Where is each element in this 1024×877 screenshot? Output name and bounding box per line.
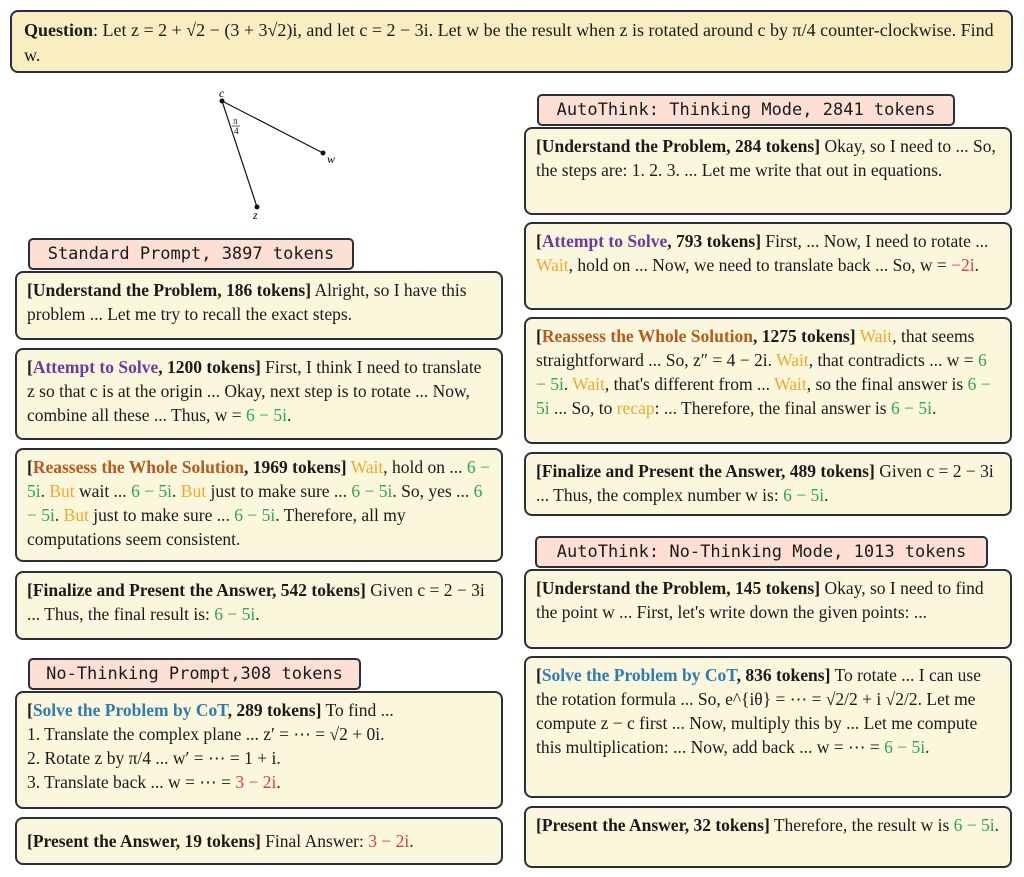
recap-keyword: recap <box>616 398 655 418</box>
nothink-solve-box <box>15 691 503 809</box>
answer: 6 − 5i <box>27 481 483 525</box>
standard-attempt-answer: 6 − 5i <box>246 405 288 425</box>
nothink-step-2: 2. Rotate z by π/4 ... w′ = ⋯ = 1 + i. <box>27 748 281 768</box>
autothink-finalize-heading: [Finalize and Present the Answer, 489 tokens] <box>536 461 875 481</box>
answer: 6 − 5i <box>536 374 991 418</box>
autothink-attempt-tokens: , 793 tokens] <box>667 231 762 251</box>
period: . <box>994 815 1000 835</box>
text: 3. Translate back ... w = ⋯ = <box>27 772 236 792</box>
autothink-reassess-tokens: , 1275 tokens] <box>753 326 856 346</box>
standard-attempt-label: Attempt to Solve <box>32 357 159 377</box>
bracket: [ <box>536 326 542 346</box>
but-keyword: But <box>180 481 207 501</box>
standard-prompt-tag <box>28 238 354 270</box>
standard-finalize-answer: 6 − 5i <box>214 604 256 624</box>
nothink-solve-tokens: , 289 tokens] <box>227 700 322 720</box>
text: . <box>54 505 64 525</box>
autonothink-answer-box <box>524 806 1012 868</box>
nothink-answer-text: Final Answer: <box>260 831 369 851</box>
autothink-reassess-box <box>524 317 1012 444</box>
question-label: Question <box>24 20 94 40</box>
bracket: [ <box>536 665 542 685</box>
autothink-understand-heading: [Understand the Problem, 284 tokens] <box>536 136 821 156</box>
autonothink-solve-tokens: , 836 tokens] <box>736 665 831 685</box>
autothink-reassess-label: Reassess the Whole Solution <box>541 326 753 346</box>
answer: 6 − 5i <box>890 398 932 418</box>
autothink-finalize-box <box>524 452 1012 516</box>
text: . <box>40 481 50 501</box>
standard-attempt-text: First, I think I need to translate z so that c is at the origin ... Okay, next step is to rotate ... Now, combine all these ... Thus, w = <box>27 357 482 425</box>
question-text: : Let z = 2 + √2 − (3 + 3√2)i, and let c = 2 − 3i. Let w be the result when z is rotated around c by π/4 counter-clockwise. Find w. <box>24 20 994 65</box>
text: just to make sure ... <box>88 505 235 525</box>
text: To rotate ... I can use the rotation formula ... So, e^{iθ} = ⋯ = √2/2 + i √2/2. <box>536 665 981 709</box>
text: , hold on ... Now, we need to translate back ... So, w = <box>568 255 952 275</box>
nothink-solve-intro: To find ... <box>321 700 394 720</box>
rotation-diagram <box>205 85 355 225</box>
text: , hold on ... <box>383 457 467 477</box>
text: . So, yes ... <box>392 481 474 501</box>
text: . Therefore, all my computations seem consistent. <box>27 505 406 549</box>
text: : ... Therefore, the final answer is <box>654 398 891 418</box>
standard-finalize-text: Given c = 2 − 3i ... Thus, the final result is: <box>27 580 485 624</box>
but-keyword: But <box>49 481 75 501</box>
text: wait ... <box>74 481 132 501</box>
angle-numerator: π <box>233 116 238 126</box>
autonothink-understand-box <box>524 569 1012 649</box>
period: . <box>974 255 979 275</box>
label-w: w <box>327 152 336 166</box>
standard-prompt-tag-text: Standard Prompt, 3897 tokens <box>47 244 335 264</box>
nothink-step-3 <box>27 770 491 794</box>
question-box <box>10 10 1013 73</box>
autothink-thinking-tag-text: AutoThink: Thinking Mode, 2841 tokens <box>556 100 936 120</box>
answer: 6 − 5i <box>131 481 173 501</box>
period: . <box>409 831 414 851</box>
autothink-understand-text: Okay, so I need to ... So, the steps are: 1. 2. 3. ... Let me write that out in equations. <box>536 136 996 180</box>
wait-keyword: Wait <box>859 326 893 346</box>
wait-keyword: Wait <box>350 457 384 477</box>
bracket: [ <box>536 231 542 251</box>
nothink-answer-box <box>15 817 503 865</box>
autothink-thinking-tag <box>537 94 955 126</box>
text: . <box>172 481 181 501</box>
answer: 6 − 5i <box>536 350 987 394</box>
answer: 6 − 5i <box>234 505 276 525</box>
bracket: [ <box>27 357 33 377</box>
period: . <box>931 398 937 418</box>
standard-understand-text: Alright, so I have this problem ... Let me try to recall the exact steps. <box>27 280 467 324</box>
standard-reassess-label: Reassess the Whole Solution <box>32 457 244 477</box>
autonothink-solve-label: Solve the Problem by CoT <box>541 665 737 685</box>
autonothink-solve-box <box>524 656 1012 798</box>
text: . <box>563 374 573 394</box>
text: Let me compute z − c first ... Now, multiply this by ... Let me compute this multiplication: ... Now, add back ... w = ⋯ = <box>536 689 978 757</box>
nothink-prompt-tag-text: No-Thinking Prompt,308 tokens <box>46 664 343 684</box>
autonothink-understand-heading: [Understand the Problem, 145 tokens] <box>536 578 821 598</box>
wait-keyword: Wait <box>572 374 605 394</box>
standard-attempt-box <box>15 348 503 440</box>
text: , that contradicts ... w = <box>808 350 978 370</box>
label-c: c <box>219 86 225 100</box>
standard-reassess-tokens: , 1969 tokens] <box>244 457 347 477</box>
wait-keyword: Wait <box>536 255 569 275</box>
answer: 6 − 5i <box>351 481 393 501</box>
text: just to make sure ... <box>206 481 352 501</box>
answer: 6 − 5i <box>27 457 490 501</box>
period: . <box>255 604 260 624</box>
standard-finalize-heading: [Finalize and Present the Answer, 542 tokens] <box>27 580 366 600</box>
text: , that seems straightforward ... So, z″ = 4 − 2i. <box>536 326 975 370</box>
text: , that's different from ... <box>604 374 775 394</box>
autonothink-answer-heading: [Present the Answer, 32 tokens] <box>536 815 770 835</box>
label-z: z <box>253 208 258 222</box>
autothink-attempt-box <box>524 222 1012 310</box>
nothink-prompt-tag <box>28 658 361 690</box>
autothink-finalize-text: Given c = 2 − 3i ... Thus, the complex number w is: <box>536 461 994 505</box>
period: . <box>276 772 281 792</box>
autonothink-answer-text: Therefore, the result w is <box>769 815 954 835</box>
text: , so the final answer is <box>806 374 968 394</box>
autothink-attempt-answer: −2i <box>951 255 975 275</box>
wait-keyword: Wait <box>774 374 807 394</box>
period: . <box>925 737 930 757</box>
autothink-finalize-answer: 6 − 5i <box>783 485 825 505</box>
bracket: [ <box>27 700 33 720</box>
standard-attempt-tokens: , 1200 tokens] <box>158 357 261 377</box>
autonothink-understand-text: Okay, so I need to find the point w ... First, let's write down the given points: ... <box>536 578 984 622</box>
autothink-nothinking-tag-text: AutoThink: No-Thinking Mode, 1013 tokens <box>556 542 967 562</box>
nothink-final-answer: 3 − 2i <box>368 831 410 851</box>
standard-understand-box <box>15 271 503 340</box>
standard-finalize-box <box>15 571 503 640</box>
standard-reassess-box <box>15 448 503 562</box>
standard-understand-heading: [Understand the Problem, 186 tokens] <box>27 280 312 300</box>
autothink-nothinking-tag <box>535 536 988 568</box>
text: First, ... Now, I need to rotate ... <box>761 231 989 251</box>
autothink-understand-box <box>524 127 1012 215</box>
wait-keyword: Wait <box>776 350 809 370</box>
bracket: [ <box>27 457 33 477</box>
autonothink-solve-answer: 6 − 5i <box>884 737 926 757</box>
period: . <box>287 405 292 425</box>
angle-denominator: 4 <box>234 126 239 136</box>
answer: 3 − 2i <box>235 772 277 792</box>
period: . <box>824 485 829 505</box>
nothink-step-1: 1. Translate the complex plane ... z′ = ⋯ = √2 + 0i. <box>27 724 385 744</box>
autonothink-final-answer: 6 − 5i <box>953 815 995 835</box>
text: ... So, to <box>549 398 617 418</box>
but-keyword: But <box>63 505 89 525</box>
nothink-answer-heading: [Present the Answer, 19 tokens] <box>27 831 261 851</box>
nothink-solve-label: Solve the Problem by CoT <box>32 700 228 720</box>
point-w <box>321 151 326 156</box>
autothink-attempt-label: Attempt to Solve <box>541 231 668 251</box>
